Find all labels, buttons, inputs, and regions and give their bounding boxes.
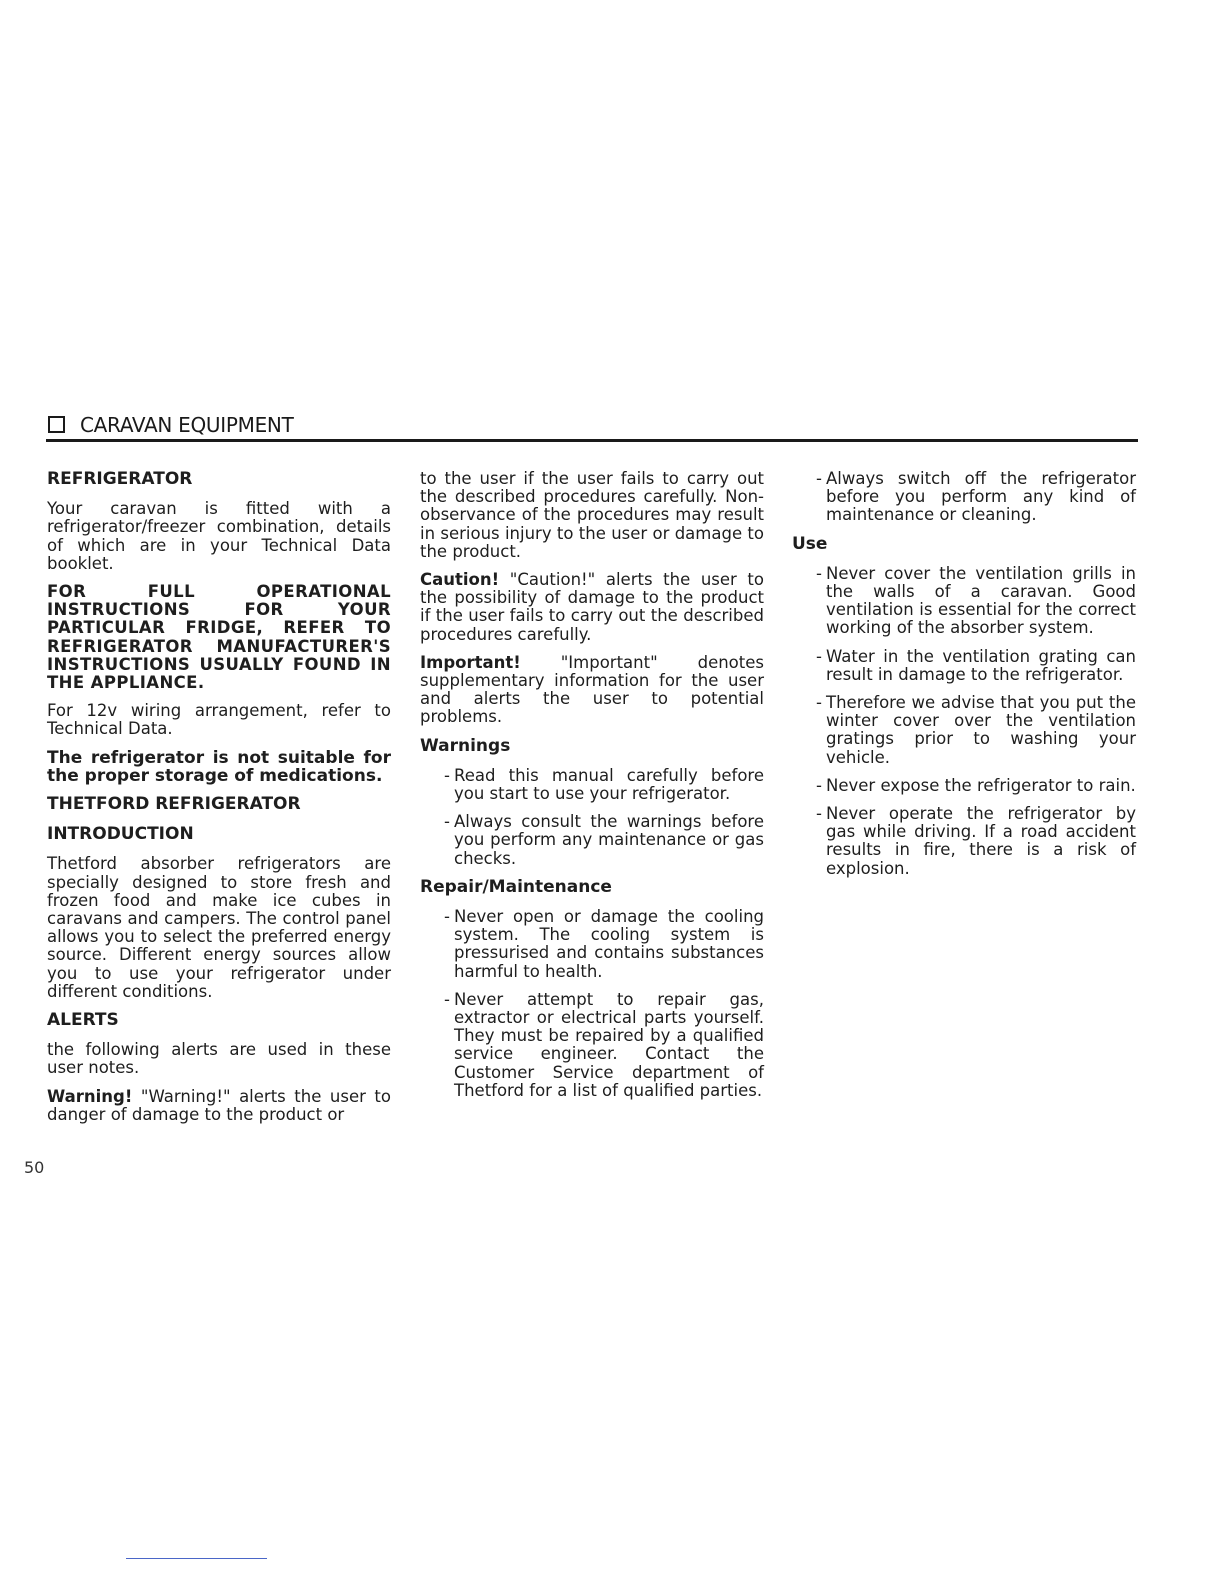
heading-use: Use	[792, 533, 828, 554]
warning-text: "Warning!" alerts the user to danger of damage to the product or	[47, 1086, 391, 1124]
paragraph-medication: The refrigerator is not suitable for the proper storage of medications.	[47, 747, 391, 786]
checkbox-square-icon	[48, 416, 65, 433]
footer-line	[126, 1558, 267, 1559]
important-text: "Important" denotes supplementary information for the user and alerts the user to potential problems.	[420, 652, 764, 727]
section-header	[46, 412, 1138, 442]
paragraph-full-instructions: FOR FULL OPERATIONAL INSTRUCTIONS FOR YOUR PARTICULAR FRIDGE, REFER TO REFRIGERATOR MANUFACTURER'S INSTRUCTIONS USUALLY FOUND IN THE APPLIANCE.	[47, 582, 391, 693]
heading-refrigerator: REFRIGERATOR	[47, 469, 193, 489]
heading-thetford: THETFORD REFRIGERATOR	[47, 794, 301, 815]
warnings-list	[420, 767, 764, 868]
list-item-text: Always switch off the refrigerator before you perform any kind of maintenance or cleaning.	[826, 469, 1136, 525]
paragraph-caution	[420, 571, 764, 644]
list-item-text: Never attempt to repair gas, extractor or electrical parts yourself. They must be repaired by a qualified service engineer. Contact the Customer Service department of Thetford for a list of qualified parties.	[454, 989, 764, 1100]
paragraph-warning	[47, 1088, 391, 1124]
list-item: - Never cover the ventilation grills in the walls of a caravan. Good ventilation is essential for the correct working of the absorber system.	[816, 563, 1136, 638]
list-item-text: Never open or damage the cooling system. The cooling system is pressurised and contains substances harmful to health.	[454, 907, 764, 981]
important-label: Important!	[420, 652, 521, 672]
paragraph-introduction: Thetford absorber refrigerators are specially designed to store fresh and frozen food and make ice cubes in caravans and campers. The control panel allows you to select the preferred energy source. Different energy sources allow you to use your refrigerator under different conditions.	[47, 854, 391, 1001]
list-item: - Never attempt to repair gas, extractor or electrical parts yourself. They must be repaired by a qualified service engineer. Contact the Customer Service department of Thetford for a list of qualified parties.	[444, 989, 764, 1100]
list-item: - Never operate the refrigerator by gas while driving. If a road accident results in fire, there is a risk of explosion.	[816, 804, 1136, 878]
paragraph-wiring: For 12v wiring arrangement, refer to Technical Data.	[47, 701, 391, 739]
list-item-text: Never cover the ventilation grills in the walls of a caravan. Good ventilation is essential for the correct working of the absorber system.	[826, 563, 1136, 638]
list-item: - Never expose the refrigerator to rain.	[816, 775, 1136, 795]
list-item-text: Therefore we advise that you put the winter cover over the ventilation gratings prior to washing your vehicle.	[826, 693, 1136, 767]
heading-repair-maintenance: Repair/Maintenance	[420, 876, 612, 897]
warning-label: Warning!	[47, 1086, 133, 1106]
column-3	[792, 470, 1136, 888]
list-item: - Always switch off the refrigerator before you perform any kind of maintenance or cleaning.	[816, 469, 1136, 525]
list-item: - Water in the ventilation grating can result in damage to the refrigerator.	[816, 646, 1136, 684]
paragraph-continued: to the user if the user fails to carry out the described procedures carefully. Non-observance of the procedures may result in serious injury to the user or damage to the product.	[420, 469, 764, 561]
page-number: 50	[24, 1158, 45, 1177]
paragraph-fitted: Your caravan is fitted with a refrigerator/freezer combination, details of which are in your Technical Data booklet.	[47, 499, 391, 573]
list-item-text: Always consult the warnings before you perform any maintenance or gas checks.	[454, 812, 764, 868]
list-item: - Therefore we advise that you put the winter cover over the ventilation gratings prior to washing your vehicle.	[816, 693, 1136, 767]
list-item: - Never open or damage the cooling system. The cooling system is pressurised and contains substances harmful to health.	[444, 907, 764, 981]
list-item-text: Never operate the refrigerator by gas while driving. If a road accident results in fire, there is a risk of explosion.	[826, 804, 1136, 878]
paragraph-important	[420, 654, 764, 727]
heading-introduction: INTRODUCTION	[47, 824, 194, 845]
heading-warnings: Warnings	[420, 735, 511, 756]
section-title: CARAVAN EQUIPMENT	[80, 413, 294, 437]
list-item: - Read this manual carefully before you start to use your refrigerator.	[444, 765, 764, 804]
caution-label: Caution!	[420, 570, 500, 590]
repair-list	[420, 908, 764, 1100]
list-item-text: Read this manual carefully before you start to use your refrigerator.	[454, 765, 764, 804]
list-item-text: Water in the ventilation grating can result in damage to the refrigerator.	[826, 646, 1136, 684]
column-1	[47, 470, 391, 1134]
paragraph-alerts: the following alerts are used in these user notes.	[47, 1040, 391, 1078]
column-2	[420, 470, 764, 1110]
list-item: - Always consult the warnings before you perform any maintenance or gas checks.	[444, 812, 764, 868]
heading-alerts: ALERTS	[47, 1010, 119, 1031]
caution-text: "Caution!" alerts the user to the possibility of damage to the product if the user fails to carry out the described procedures carefully.	[420, 570, 764, 644]
list-item-text: Never expose the refrigerator to rain.	[826, 775, 1136, 795]
